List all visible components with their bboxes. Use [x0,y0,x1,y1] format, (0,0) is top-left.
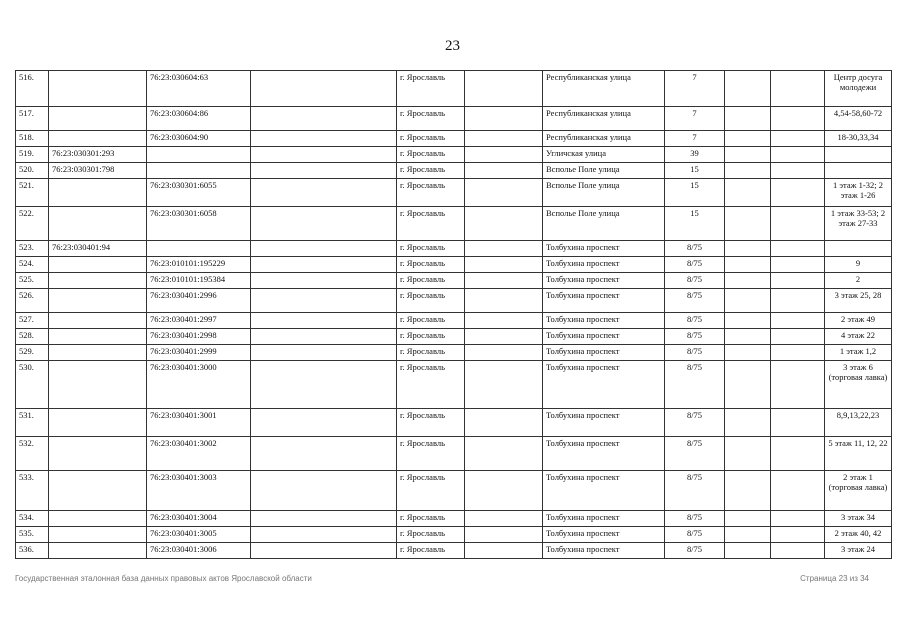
room-cadastral-number-cell: 76:23:030401:2999 [147,345,251,361]
room-cadastral-number-cell [147,241,251,257]
house-cell: 8/75 [665,409,725,437]
city-cell: г. Ярославль [397,361,465,409]
empty-cell [465,241,543,257]
table-row [16,409,892,437]
room-cadastral-number-cell: 76:23:030401:3002 [147,437,251,471]
empty-cell [251,543,397,559]
row-number-cell: 528. [16,329,49,345]
empty-cell [465,273,543,289]
empty-cell [251,437,397,471]
empty-cell [251,179,397,207]
row-number-cell: 534. [16,511,49,527]
cadastral-number-cell [49,71,147,107]
flat-cell [825,241,892,257]
empty-cell [771,329,825,345]
empty-cell [771,409,825,437]
room-cadastral-number-cell: 76:23:030401:3004 [147,511,251,527]
empty-cell [465,207,543,241]
flat-cell [825,163,892,179]
empty-cell [771,207,825,241]
table-body [16,71,892,559]
empty-cell [465,409,543,437]
table-row [16,273,892,289]
room-cadastral-number-cell: 76:23:030401:3001 [147,409,251,437]
street-cell: Республиканская улица [543,71,665,107]
table-row [16,361,892,409]
empty-cell [251,71,397,107]
table-row [16,241,892,257]
empty-cell [725,409,771,437]
street-cell: Толбухина проспект [543,257,665,273]
room-cadastral-number-cell: 76:23:030604:90 [147,131,251,147]
table-row [16,329,892,345]
house-cell: 8/75 [665,361,725,409]
cadastral-number-cell [49,313,147,329]
empty-cell [251,163,397,179]
empty-cell [771,241,825,257]
cadastral-number-cell [49,543,147,559]
house-cell: 7 [665,131,725,147]
row-number-cell: 535. [16,527,49,543]
table-row [16,437,892,471]
room-cadastral-number-cell: 76:23:030604:86 [147,107,251,131]
empty-cell [465,543,543,559]
flat-cell: 3 этаж 24 [825,543,892,559]
row-number-cell: 524. [16,257,49,273]
room-cadastral-number-cell: 76:23:030401:2998 [147,329,251,345]
flat-cell: 4 этаж 22 [825,329,892,345]
street-cell: Толбухина проспект [543,345,665,361]
cadastral-number-cell [49,273,147,289]
house-cell: 8/75 [665,345,725,361]
house-cell: 8/75 [665,329,725,345]
flat-cell: 5 этаж 11, 12, 22 [825,437,892,471]
table-row [16,71,892,107]
table-row [16,131,892,147]
city-cell: г. Ярославль [397,147,465,163]
room-cadastral-number-cell: 76:23:030301:6058 [147,207,251,241]
city-cell: г. Ярославль [397,471,465,511]
street-cell: Толбухина проспект [543,273,665,289]
house-cell: 8/75 [665,527,725,543]
empty-cell [251,207,397,241]
empty-cell [771,511,825,527]
street-cell: Угличская улица [543,147,665,163]
row-number-cell: 525. [16,273,49,289]
empty-cell [725,437,771,471]
empty-cell [771,273,825,289]
empty-cell [771,107,825,131]
cadastral-number-cell [49,207,147,241]
house-cell: 8/75 [665,241,725,257]
empty-cell [771,527,825,543]
empty-cell [251,329,397,345]
empty-cell [251,511,397,527]
street-cell: Толбухина проспект [543,241,665,257]
room-cadastral-number-cell: 76:23:030401:2996 [147,289,251,313]
city-cell: г. Ярославль [397,163,465,179]
table-row [16,107,892,131]
empty-cell [465,257,543,273]
empty-cell [251,147,397,163]
street-cell: Толбухина проспект [543,471,665,511]
empty-cell [725,241,771,257]
street-cell: Толбухина проспект [543,329,665,345]
empty-cell [725,131,771,147]
flat-cell: 9 [825,257,892,273]
cadastral-number-cell [49,345,147,361]
empty-cell [251,107,397,131]
empty-cell [771,179,825,207]
flat-cell: 3 этаж 25, 28 [825,289,892,313]
empty-cell [771,361,825,409]
empty-cell [251,289,397,313]
room-cadastral-number-cell: 76:23:030401:3000 [147,361,251,409]
row-number-cell: 533. [16,471,49,511]
cadastral-number-cell [49,257,147,273]
empty-cell [725,511,771,527]
flat-cell: 1 этаж 1-32; 2 этаж 1-26 [825,179,892,207]
table-row [16,345,892,361]
flat-cell: 2 этаж 40, 42 [825,527,892,543]
cadastral-number-cell [49,329,147,345]
street-cell: Толбухина проспект [543,361,665,409]
flat-cell [825,147,892,163]
row-number-cell: 523. [16,241,49,257]
footer-page-counter: Страница 23 из 34 [800,574,869,583]
cadastral-number-cell [49,107,147,131]
street-cell: Республиканская улица [543,107,665,131]
house-cell: 8/75 [665,273,725,289]
table-row [16,527,892,543]
city-cell: г. Ярославль [397,289,465,313]
street-cell: Толбухина проспект [543,313,665,329]
cadastral-number-cell: 76:23:030301:798 [49,163,147,179]
table-row [16,313,892,329]
house-cell: 8/75 [665,471,725,511]
table-row [16,257,892,273]
empty-cell [725,543,771,559]
street-cell: Толбухина проспект [543,409,665,437]
empty-cell [725,329,771,345]
empty-cell [465,471,543,511]
empty-cell [725,289,771,313]
house-cell: 39 [665,147,725,163]
cadastral-number-cell [49,437,147,471]
empty-cell [251,471,397,511]
empty-cell [251,241,397,257]
room-cadastral-number-cell [147,147,251,163]
empty-cell [251,257,397,273]
table-row [16,163,892,179]
empty-cell [465,527,543,543]
row-number-cell: 531. [16,409,49,437]
street-cell: Толбухина проспект [543,289,665,313]
room-cadastral-number-cell: 76:23:030301:6055 [147,179,251,207]
cadastral-number-cell [49,511,147,527]
house-cell: 8/75 [665,543,725,559]
empty-cell [725,361,771,409]
street-cell: Всполье Поле улица [543,163,665,179]
empty-cell [725,527,771,543]
empty-cell [465,107,543,131]
flat-cell: 2 этаж 49 [825,313,892,329]
row-number-cell: 516. [16,71,49,107]
empty-cell [465,511,543,527]
row-number-cell: 526. [16,289,49,313]
city-cell: г. Ярославль [397,329,465,345]
flat-cell: 4,54-58,60-72 [825,107,892,131]
empty-cell [771,257,825,273]
empty-cell [725,179,771,207]
room-cadastral-number-cell [147,163,251,179]
empty-cell [725,163,771,179]
room-cadastral-number-cell: 76:23:030401:3005 [147,527,251,543]
city-cell: г. Ярославль [397,179,465,207]
empty-cell [251,131,397,147]
room-cadastral-number-cell: 76:23:010101:195229 [147,257,251,273]
row-number-cell: 530. [16,361,49,409]
flat-cell: 2 этаж 1 (торговая лавка) [825,471,892,511]
flat-cell: 3 этаж 34 [825,511,892,527]
table-row [16,207,892,241]
row-number-cell: 521. [16,179,49,207]
city-cell: г. Ярославль [397,131,465,147]
empty-cell [465,131,543,147]
row-number-cell: 520. [16,163,49,179]
row-number-cell: 518. [16,131,49,147]
empty-cell [725,107,771,131]
empty-cell [771,313,825,329]
empty-cell [771,437,825,471]
cadastral-number-cell [49,289,147,313]
footer-source: Государственная эталонная база данных правовых актов Ярославской области [15,574,312,583]
empty-cell [725,345,771,361]
page-number: 23 [445,38,460,54]
empty-cell [725,71,771,107]
empty-cell [251,361,397,409]
empty-cell [465,345,543,361]
empty-cell [465,163,543,179]
row-number-cell: 519. [16,147,49,163]
table-row [16,289,892,313]
street-cell: Толбухина проспект [543,543,665,559]
empty-cell [465,329,543,345]
room-cadastral-number-cell: 76:23:010101:195384 [147,273,251,289]
street-cell: Всполье Поле улица [543,179,665,207]
empty-cell [465,361,543,409]
room-cadastral-number-cell: 76:23:030401:3006 [147,543,251,559]
empty-cell [725,207,771,241]
cadastral-number-cell [49,471,147,511]
house-cell: 8/75 [665,289,725,313]
empty-cell [465,289,543,313]
house-cell: 8/75 [665,511,725,527]
flat-cell: 8,9,13,22,23 [825,409,892,437]
empty-cell [725,147,771,163]
flat-cell: 1 этаж 1,2 [825,345,892,361]
empty-cell [725,471,771,511]
street-cell: Толбухина проспект [543,437,665,471]
room-cadastral-number-cell: 76:23:030401:2997 [147,313,251,329]
row-number-cell: 517. [16,107,49,131]
cadastral-number-cell [49,179,147,207]
house-cell: 7 [665,107,725,131]
empty-cell [771,345,825,361]
empty-cell [725,273,771,289]
cadastral-number-cell: 76:23:030401:94 [49,241,147,257]
flat-cell: 1 этаж 33-53; 2 этаж 27-33 [825,207,892,241]
street-cell: Толбухина проспект [543,527,665,543]
empty-cell [251,527,397,543]
row-number-cell: 527. [16,313,49,329]
house-cell: 8/75 [665,313,725,329]
city-cell: г. Ярославль [397,437,465,471]
city-cell: г. Ярославль [397,345,465,361]
city-cell: г. Ярославль [397,273,465,289]
row-number-cell: 529. [16,345,49,361]
row-number-cell: 536. [16,543,49,559]
table-row [16,511,892,527]
empty-cell [725,313,771,329]
cadastral-number-cell: 76:23:030301:293 [49,147,147,163]
city-cell: г. Ярославль [397,107,465,131]
empty-cell [251,409,397,437]
city-cell: г. Ярославль [397,511,465,527]
empty-cell [465,179,543,207]
empty-cell [771,289,825,313]
city-cell: г. Ярославль [397,313,465,329]
city-cell: г. Ярославль [397,257,465,273]
table-row [16,147,892,163]
empty-cell [771,471,825,511]
empty-cell [465,437,543,471]
cadastral-number-cell [49,361,147,409]
empty-cell [771,71,825,107]
register-table [15,70,892,559]
city-cell: г. Ярославль [397,241,465,257]
empty-cell [771,131,825,147]
empty-cell [251,345,397,361]
table-row [16,543,892,559]
flat-cell: Центр досуга молодежи [825,71,892,107]
city-cell: г. Ярославль [397,409,465,437]
room-cadastral-number-cell: 76:23:030604:63 [147,71,251,107]
table-row [16,179,892,207]
flat-cell: 2 [825,273,892,289]
empty-cell [771,543,825,559]
empty-cell [465,71,543,107]
house-cell: 15 [665,179,725,207]
house-cell: 15 [665,163,725,179]
cadastral-number-cell [49,409,147,437]
house-cell: 7 [665,71,725,107]
city-cell: г. Ярославль [397,71,465,107]
house-cell: 8/75 [665,257,725,273]
empty-cell [465,147,543,163]
row-number-cell: 522. [16,207,49,241]
empty-cell [465,313,543,329]
street-cell: Всполье Поле улица [543,207,665,241]
street-cell: Республиканская улица [543,131,665,147]
empty-cell [771,163,825,179]
street-cell: Толбухина проспект [543,511,665,527]
city-cell: г. Ярославль [397,543,465,559]
house-cell: 15 [665,207,725,241]
room-cadastral-number-cell: 76:23:030401:3003 [147,471,251,511]
empty-cell [771,147,825,163]
cadastral-number-cell [49,527,147,543]
city-cell: г. Ярославль [397,207,465,241]
city-cell: г. Ярославль [397,527,465,543]
flat-cell: 18-30,33,34 [825,131,892,147]
row-number-cell: 532. [16,437,49,471]
empty-cell [251,313,397,329]
house-cell: 8/75 [665,437,725,471]
empty-cell [725,257,771,273]
cadastral-number-cell [49,131,147,147]
empty-cell [251,273,397,289]
table-row [16,471,892,511]
flat-cell: 3 этаж 6 (торговая лавка) [825,361,892,409]
